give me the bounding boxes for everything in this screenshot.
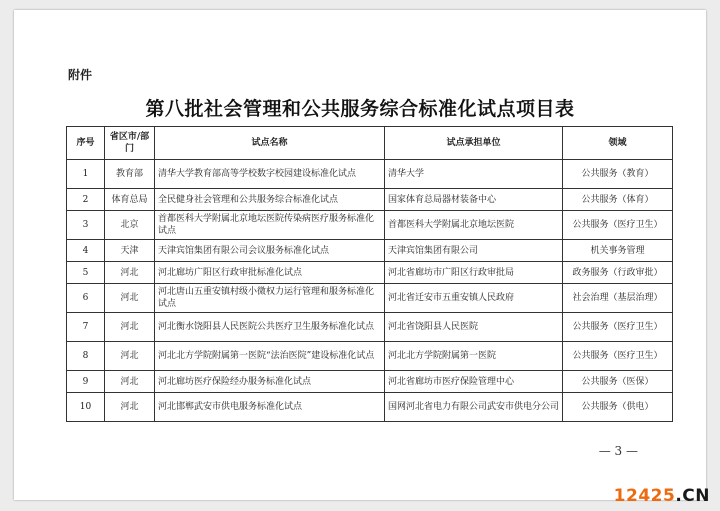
cell-unit: 首都医科大学附属北京地坛医院	[385, 211, 563, 240]
cell-field: 公共服务（体育）	[563, 189, 673, 211]
cell-name: 河北廊坊广阳区行政审批标准化试点	[155, 262, 385, 284]
cell-region: 体育总局	[105, 189, 155, 211]
cell-no: 5	[67, 262, 105, 284]
cell-no: 2	[67, 189, 105, 211]
header-region: 省区市/部门	[105, 127, 155, 160]
cell-field: 社会治理（基层治理）	[563, 284, 673, 313]
cell-no: 9	[67, 371, 105, 393]
header-no: 序号	[67, 127, 105, 160]
cell-name: 河北廊坊医疗保险经办服务标准化试点	[155, 371, 385, 393]
cell-field: 公共服务（医疗卫生）	[563, 211, 673, 240]
cell-region: 河北	[105, 342, 155, 371]
table-row	[67, 189, 673, 211]
table-row	[67, 262, 673, 284]
cell-unit: 河北省廊坊市医疗保险管理中心	[385, 371, 563, 393]
cell-field: 公共服务（供电）	[563, 393, 673, 422]
cell-name: 清华大学教育部高等学校数字校园建设标准化试点	[155, 160, 385, 189]
cell-field: 政务服务（行政审批）	[563, 262, 673, 284]
header-name: 试点名称	[155, 127, 385, 160]
cell-name: 河北北方学院附属第一医院“法治医院”建设标准化试点	[155, 342, 385, 371]
cell-region: 河北	[105, 262, 155, 284]
cell-no: 7	[67, 313, 105, 342]
cell-region: 河北	[105, 313, 155, 342]
table-row	[67, 211, 673, 240]
cell-unit: 河北省饶阳县人民医院	[385, 313, 563, 342]
table-row	[67, 313, 673, 342]
cell-name: 河北唐山五重安镇村级小微权力运行管理和服务标准化试点	[155, 284, 385, 313]
cell-name: 全民健身社会管理和公共服务综合标准化试点	[155, 189, 385, 211]
cell-name: 河北衡水饶阳县人民医院公共医疗卫生服务标准化试点	[155, 313, 385, 342]
cell-no: 3	[67, 211, 105, 240]
header-unit: 试点承担单位	[385, 127, 563, 160]
cell-region: 河北	[105, 284, 155, 313]
table-header-row	[67, 127, 673, 160]
cell-no: 6	[67, 284, 105, 313]
table-row	[67, 371, 673, 393]
table-row	[67, 393, 673, 422]
watermark-domain: .CN	[675, 486, 710, 506]
table-row	[67, 160, 673, 189]
cell-field: 公共服务（教育）	[563, 160, 673, 189]
site-watermark	[614, 486, 710, 506]
cell-field: 机关事务管理	[563, 240, 673, 262]
document-title: 第八批社会管理和公共服务综合标准化试点项目表	[145, 98, 575, 120]
cell-unit: 河北省廊坊市广阳区行政审批局	[385, 262, 563, 284]
document-page	[14, 10, 706, 500]
cell-unit: 河北北方学院附属第一医院	[385, 342, 563, 371]
cell-unit: 国网河北省电力有限公司武安市供电分公司	[385, 393, 563, 422]
cell-region: 天津	[105, 240, 155, 262]
table-row	[67, 342, 673, 371]
cell-no: 1	[67, 160, 105, 189]
cell-region: 北京	[105, 211, 155, 240]
cell-no: 8	[67, 342, 105, 371]
page-number: — 3 —	[598, 444, 638, 458]
cell-field: 公共服务（医疗卫生）	[563, 342, 673, 371]
pilot-projects-table	[66, 126, 673, 422]
watermark-number: 12425	[613, 486, 676, 506]
annex-label: 附件	[68, 68, 93, 82]
cell-unit: 国家体育总局器材装备中心	[385, 189, 563, 211]
cell-no: 10	[67, 393, 105, 422]
cell-unit: 河北省迁安市五重安镇人民政府	[385, 284, 563, 313]
header-field: 领域	[563, 127, 673, 160]
table-row	[67, 240, 673, 262]
cell-name: 首都医科大学附属北京地坛医院传染病医疗服务标准化试点	[155, 211, 385, 240]
cell-unit: 天津宾馆集团有限公司	[385, 240, 563, 262]
cell-region: 河北	[105, 393, 155, 422]
cell-field: 公共服务（医疗卫生）	[563, 313, 673, 342]
cell-region: 教育部	[105, 160, 155, 189]
cell-field: 公共服务（医保）	[563, 371, 673, 393]
cell-name: 河北邯郸武安市供电服务标准化试点	[155, 393, 385, 422]
cell-no: 4	[67, 240, 105, 262]
cell-name: 天津宾馆集团有限公司会议服务标准化试点	[155, 240, 385, 262]
cell-region: 河北	[105, 371, 155, 393]
table-row	[67, 284, 673, 313]
cell-unit: 清华大学	[385, 160, 563, 189]
